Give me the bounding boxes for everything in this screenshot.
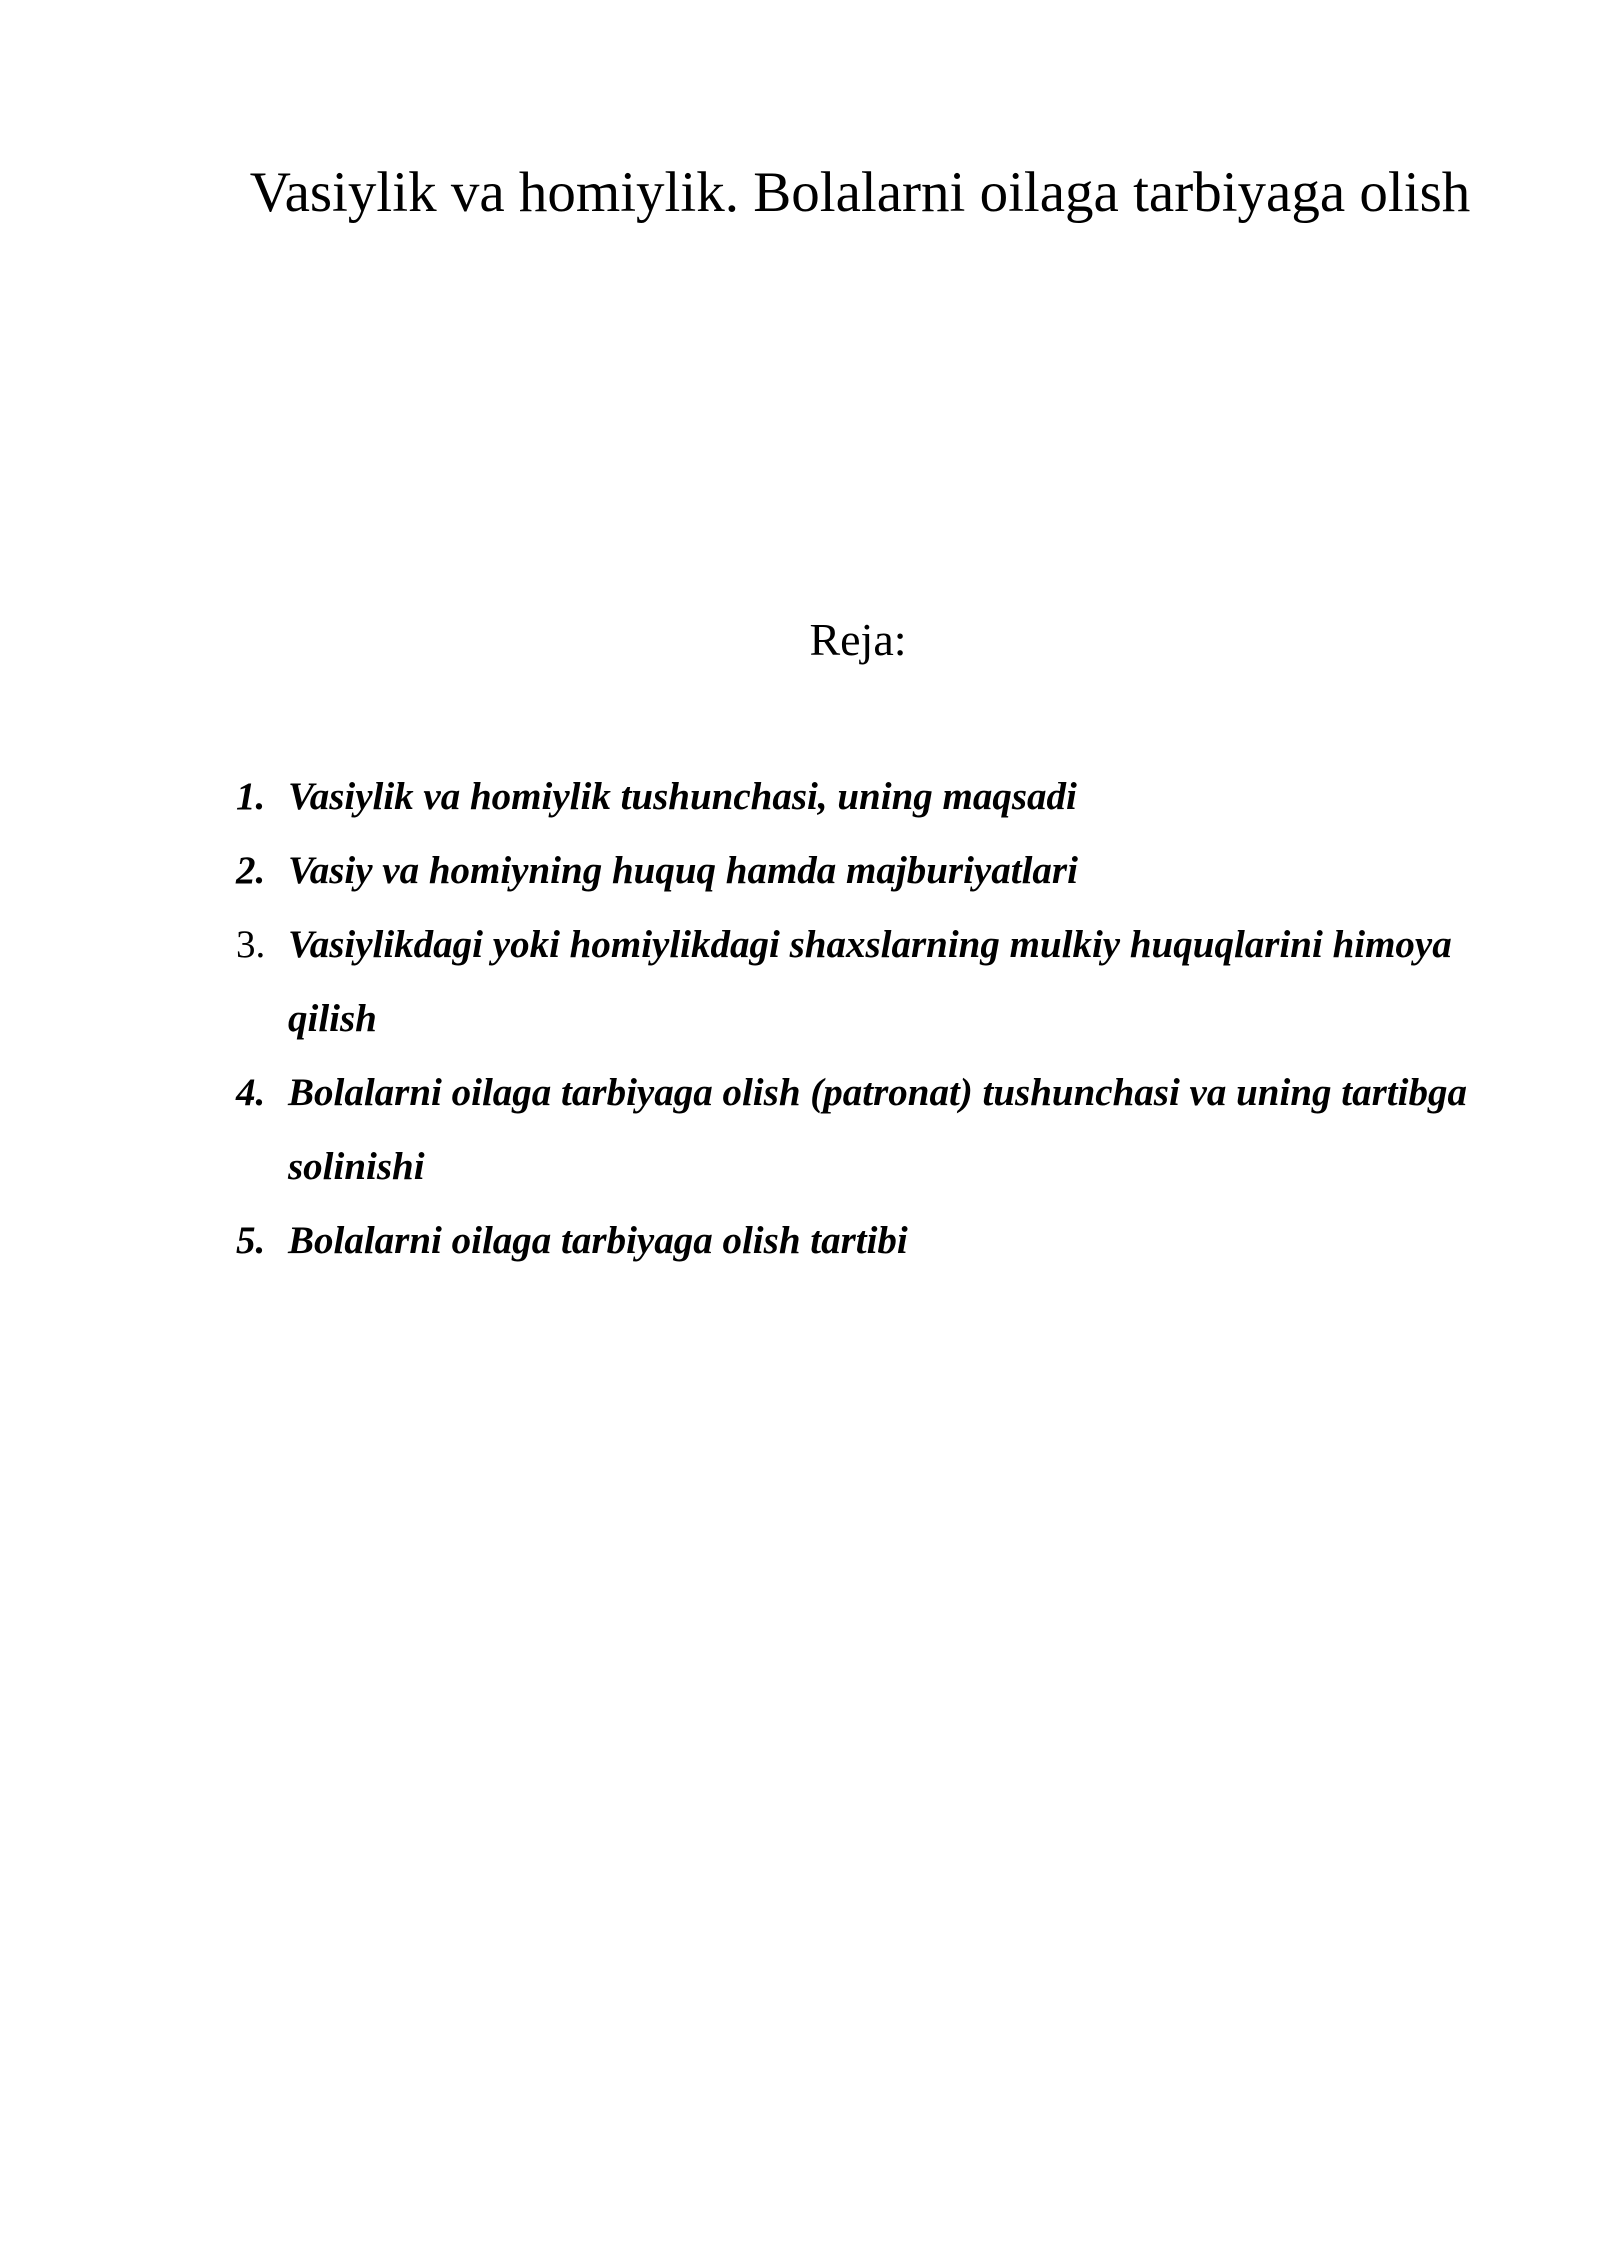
plan-item-2: [236, 834, 1496, 908]
plan-list: [236, 760, 1496, 1278]
plan-item-number: 5.: [236, 1219, 266, 1262]
plan-item-text: Bolalarni oilaga tarbiyaga olish tartibi: [288, 1219, 908, 1262]
plan-item-3: [236, 908, 1496, 1056]
plan-item-text: Vasiy va homiyning huquq hamda majburiyatlari: [288, 849, 1078, 892]
plan-item-text: Vasiylik va homiylik tushunchasi, uning maqsadi: [288, 775, 1077, 818]
plan-heading: Reja:: [809, 614, 907, 665]
plan-item-text: Bolalarni oilaga tarbiyaga olish (patronat) tushunchasi va uning tartibga solinishi: [288, 1071, 1467, 1188]
plan-item-text: Vasiylikdagi yoki homiylikdagi shaxslarning mulkiy huquqlarini himoya qilish: [288, 923, 1452, 1040]
plan-item-number: 4.: [236, 1071, 266, 1114]
plan-item-number: 2.: [236, 849, 266, 892]
page-title: Vasiylik va homiylik. Bolalarni oilaga tarbiyaga olish: [249, 161, 1471, 224]
plan-item-1: [236, 760, 1496, 834]
plan-item-number: 3.: [236, 923, 266, 966]
plan-item-number: 1.: [236, 775, 266, 818]
plan-item-4: [236, 1056, 1496, 1204]
plan-item-5: [236, 1204, 1496, 1278]
